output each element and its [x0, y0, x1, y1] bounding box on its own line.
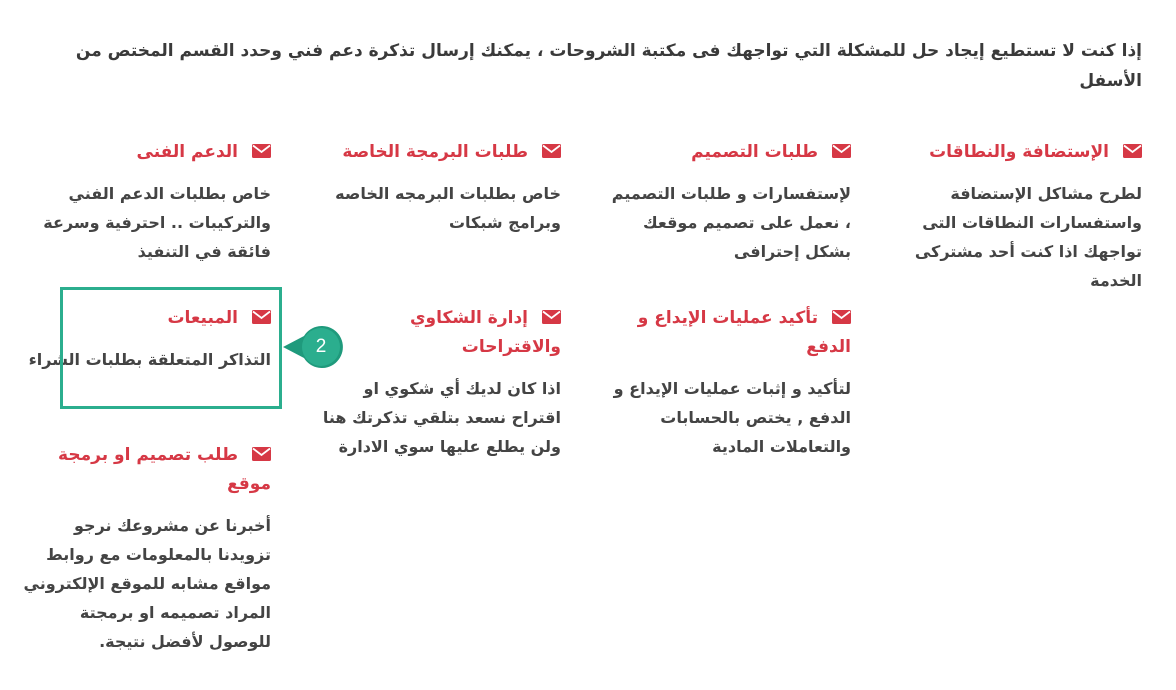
department-complaints-suggestions — [311, 304, 561, 461]
envelope-icon — [542, 310, 561, 324]
department-title-link[interactable] — [311, 138, 561, 167]
department-title-link[interactable] — [601, 304, 851, 362]
department-technical-support — [16, 138, 271, 266]
department-title: طلبات البرمجة الخاصة — [342, 142, 528, 162]
department-website-request — [16, 441, 271, 656]
envelope-icon — [252, 447, 271, 461]
department-title-link[interactable] — [16, 441, 271, 499]
department-payment-confirmation — [601, 304, 851, 461]
department-title: المبيعات — [167, 308, 238, 328]
department-description: لطرح مشاكل الإستضافة واستفسارات النطاقات التى تواجهك اذا كنت أحد مشتركى الخدمة — [914, 184, 1142, 290]
department-title: طلبات التصميم — [691, 142, 818, 162]
department-title: الإستضافة والنطاقات — [929, 142, 1109, 162]
step-number: 2 — [315, 336, 327, 357]
department-description: لتأكيد و إثبات عمليات الإيداع و الدفع , يختص بالحسابات والتعاملات المادية — [613, 379, 851, 456]
department-title: تأكيد عمليات الإيداع و الدفع — [637, 308, 851, 357]
department-description: خاص بطلبات الدعم الفني والتركيبات .. احترفية وسرعة فائقة في التنفيذ — [43, 184, 271, 261]
department-description: خاص بطلبات البرمجه الخاصه وبرامج شبكات — [335, 184, 561, 232]
envelope-icon — [832, 144, 851, 158]
department-description: لإستفسارات و طلبات التصميم ، نعمل على تصميم موقعك بشكل إحترافى — [611, 184, 851, 261]
department-title: طلب تصميم او برمجة موقع — [58, 445, 271, 494]
department-title: إدارة الشكاوي والاقتراحات — [409, 308, 561, 357]
highlight-box — [60, 287, 282, 409]
department-custom-programming — [311, 138, 561, 237]
department-description: أخبرنا عن مشروعك نرجو تزويدنا بالمعلومات مع روابط مواقع مشابه للموقع الإلكتروني المراد تصميمه او برمجتة للوصول لأفضل نتيجة. — [23, 516, 271, 651]
envelope-icon — [542, 144, 561, 158]
department-title-link[interactable] — [601, 138, 851, 167]
envelope-icon — [832, 310, 851, 324]
envelope-icon — [1123, 144, 1142, 158]
department-title-link[interactable] — [16, 138, 271, 167]
department-description: اذا كان لديك أي شكوي او اقتراح نسعد بتلقي تذكرتك هنا ولن يطلع عليها سوي الادارة — [322, 379, 561, 456]
department-title-link[interactable] — [892, 138, 1142, 167]
department-title: الدعم الفنى — [136, 142, 238, 162]
department-hosting-domains — [892, 138, 1142, 295]
envelope-icon — [252, 144, 271, 158]
department-description: التذاكر المتعلقة بطلبات الشراء — [28, 350, 271, 369]
department-design-requests — [601, 138, 851, 266]
step-badge — [282, 326, 344, 368]
department-title-link[interactable] — [311, 304, 561, 362]
intro-text: إذا كنت لا تستطيع إيجاد حل للمشكلة التي تواجهك فى مكتبة الشروحات ، يمكنك إرسال تذكرة دعم فني وحدد القسم المختص من الأسفل — [75, 41, 1142, 91]
